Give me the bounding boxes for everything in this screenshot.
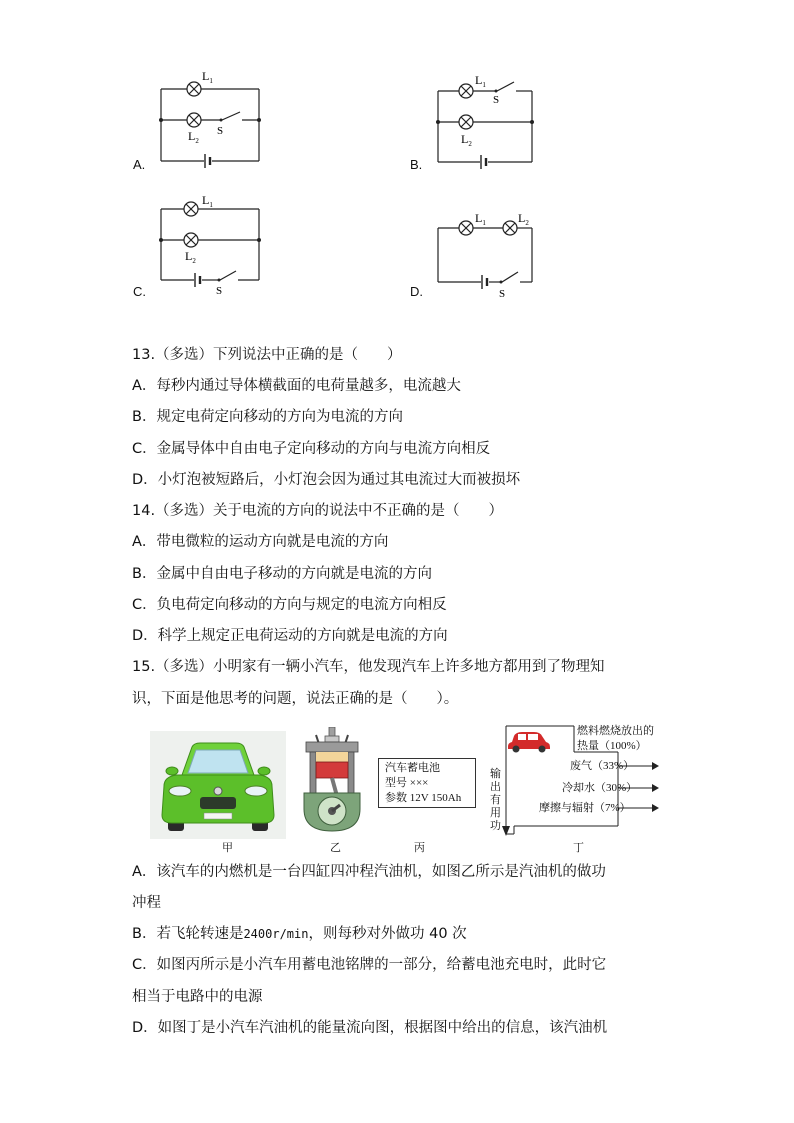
question-15-option-c-line2: 相当于电路中的电源 <box>132 989 263 1005</box>
circuit-diagram-d <box>428 206 548 300</box>
car-icon <box>508 732 550 753</box>
svg-text:S: S <box>493 94 500 106</box>
question-15-option-a-line1: A．该汽车的内燃机是一台四缸四冲程汽油机，如图乙所示是汽油机的做功 <box>132 864 606 880</box>
lamp-icon <box>184 202 198 247</box>
question-13-option-a: A．每秒内通过导体横截面的电荷量越多，电流越大 <box>132 378 461 394</box>
option-letter-a: A. <box>133 157 146 172</box>
question-15-stem-line1: 15.（多选）小明家有一辆小汽车，他发现汽车上许多地方都用到了物理知 <box>132 659 605 675</box>
question-15-stem-line2: 识，下面是他思考的问题，说法正确的是（ ）。 <box>132 691 459 707</box>
circuit-diagram-c <box>150 192 270 298</box>
question-15-option-b: B．若飞轮转速是2400r/min，则每秒对外做功 40 次 <box>132 926 467 942</box>
question-14-option-d: D．科学上规定正电荷运动的方向就是电流的方向 <box>132 628 448 644</box>
question-13-stem: 13.（多选）下列说法中正确的是（ ） <box>132 347 402 363</box>
flywheel-speed: 2400r/min <box>243 927 309 941</box>
svg-text:L1: $L_1$ <box>202 69 213 85</box>
battery-nameplate <box>378 758 476 808</box>
svg-text:L1: $L_1$ <box>475 211 486 227</box>
battery-title: 汽车蓄电池 <box>385 762 440 774</box>
svg-text:L1: $L_1$ <box>202 193 213 209</box>
battery-params: 参数 12V 150Ah <box>385 792 462 804</box>
question-14-option-c: C．负电荷定向移动的方向与规定的电流方向相反 <box>132 597 447 613</box>
question-15-option-c-line1: C．如图丙所示是小汽车用蓄电池铭牌的一部分，给蓄电池充电时，此时它 <box>132 957 607 973</box>
energy-output-label: 输出有用功 <box>490 768 501 832</box>
question-13-option-c: C．金属导体中自由电子定向移动的方向与电流方向相反 <box>132 441 491 457</box>
circuit-diagram-b <box>428 70 548 170</box>
option-letter-b: B. <box>410 157 423 172</box>
figure-yi-engine <box>296 727 368 837</box>
engine-cylinder-icon <box>304 727 360 831</box>
svg-text:L2: $L_2$ <box>185 249 196 265</box>
svg-text:S: S <box>499 288 506 300</box>
figure-label-jia: 甲 <box>222 841 233 854</box>
lamp-icon <box>459 84 473 129</box>
option-letter-d: D. <box>410 284 423 299</box>
battery-model: 型号 ××× <box>385 777 429 789</box>
option-letter-c: C. <box>133 284 146 299</box>
svg-text:L2: $L_2$ <box>518 211 529 227</box>
circuit-diagram-a <box>150 66 270 170</box>
energy-friction-label: 摩擦与辐射（7%） <box>539 802 631 814</box>
figure-label-ding: 丁 <box>573 841 584 854</box>
figure-label-bing: 丙 <box>414 841 425 854</box>
svg-text:L1: $L_1$ <box>475 73 486 89</box>
svg-text:S: S <box>217 125 224 137</box>
energy-input-label: 燃料燃烧放出的 热量（100%） <box>577 725 654 752</box>
question-13-option-b: B．规定电荷定向移动的方向为电流的方向 <box>132 409 403 425</box>
energy-cooling-label: 冷却水（30%） <box>562 782 638 794</box>
figure-jia-car <box>150 731 286 839</box>
question-13-option-d: D．小灯泡被短路后，小灯泡会因为通过其电流过大而被损坏 <box>132 472 521 488</box>
svg-text:L2: $L_2$ <box>188 129 199 145</box>
svg-text:L2: $L_2$ <box>461 132 472 148</box>
question-15-option-d-line1: D．如图丁是小汽车汽油机的能量流向图，根据图中给出的信息，该汽油机 <box>132 1020 608 1036</box>
lamp-icon <box>187 82 201 127</box>
energy-exhaust-label: 废气（33%） <box>570 760 635 772</box>
svg-text:S: S <box>216 285 223 297</box>
question-14-option-a: A．带电微粒的运动方向就是电流的方向 <box>132 534 389 550</box>
figure-label-yi: 乙 <box>330 841 341 854</box>
question-14-option-b: B．金属中自由电子移动的方向就是电流的方向 <box>132 566 432 582</box>
question-15-option-a-line2: 冲程 <box>132 895 161 911</box>
question-14-stem: 14.（多选）关于电流的方向的说法中不正确的是（ ） <box>132 503 504 519</box>
